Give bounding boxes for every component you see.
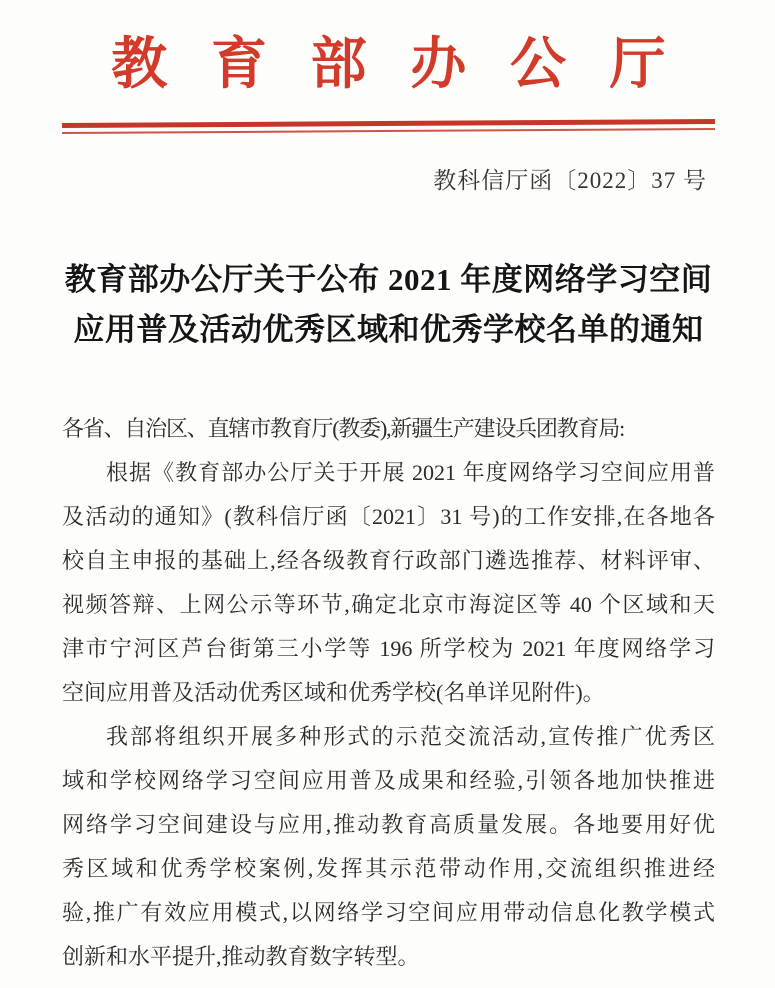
document-body xyxy=(62,407,715,979)
divider-thin-line xyxy=(62,128,715,134)
body-line: 网络学习空间建设与应用,推动教育高质量发展。各地要用好优 xyxy=(62,811,715,837)
body-line: 验,推广有效应用模式,以网络学习空间应用带动信息化教学模式 xyxy=(62,899,715,925)
divider-thick-line xyxy=(62,119,715,128)
letterhead xyxy=(62,34,715,132)
body-line: 及活动的通知》(教科信厅函〔2021〕31 号)的工作安排,在各地各 xyxy=(62,503,715,529)
body-line: 津市宁河区芦台街第三小学等 196 所学校为 2021 年度网络学习 xyxy=(62,635,715,661)
document-title-line-1: 教育部办公厅关于公布 2021 年度网络学习空间 xyxy=(64,261,713,297)
document-title-line-2: 应用普及活动优秀区域和优秀学校名单的通知 xyxy=(73,311,704,347)
body-line: 创新和水平提升,推动教育数字转型。 xyxy=(62,943,420,969)
body-line: 域和学校网络学习空间应用普及成果和经验,引领各地加快推进 xyxy=(62,767,715,793)
salutation-line: 各省、自治区、直辖市教育厅(教委),新疆生产建设兵团教育局: xyxy=(62,415,624,441)
body-line: 空间应用普及活动优秀区域和优秀学校(名单详见附件)。 xyxy=(62,679,605,705)
document-number: 教科信厅函〔2022〕37 号 xyxy=(433,167,707,193)
body-line: 根据《教育部办公厅关于开展 2021 年度网络学习空间应用普 xyxy=(106,459,715,485)
body-line: 秀区域和优秀学校案例,发挥其示范带动作用,交流组织推进经 xyxy=(62,855,715,881)
letterhead-divider xyxy=(62,119,715,134)
body-line: 视频答辩、上网公示等环节,确定北京市海淀区等 40 个区域和天 xyxy=(62,591,715,617)
body-line: 校自主申报的基础上,经各级教育行政部门遴选推荐、材料评审、 xyxy=(62,547,715,573)
body-line: 我部将组织开展多种形式的示范交流活动,宣传推广优秀区 xyxy=(106,723,715,749)
document-title xyxy=(62,255,715,355)
letterhead-title: 教育部办公厅 xyxy=(111,34,710,96)
